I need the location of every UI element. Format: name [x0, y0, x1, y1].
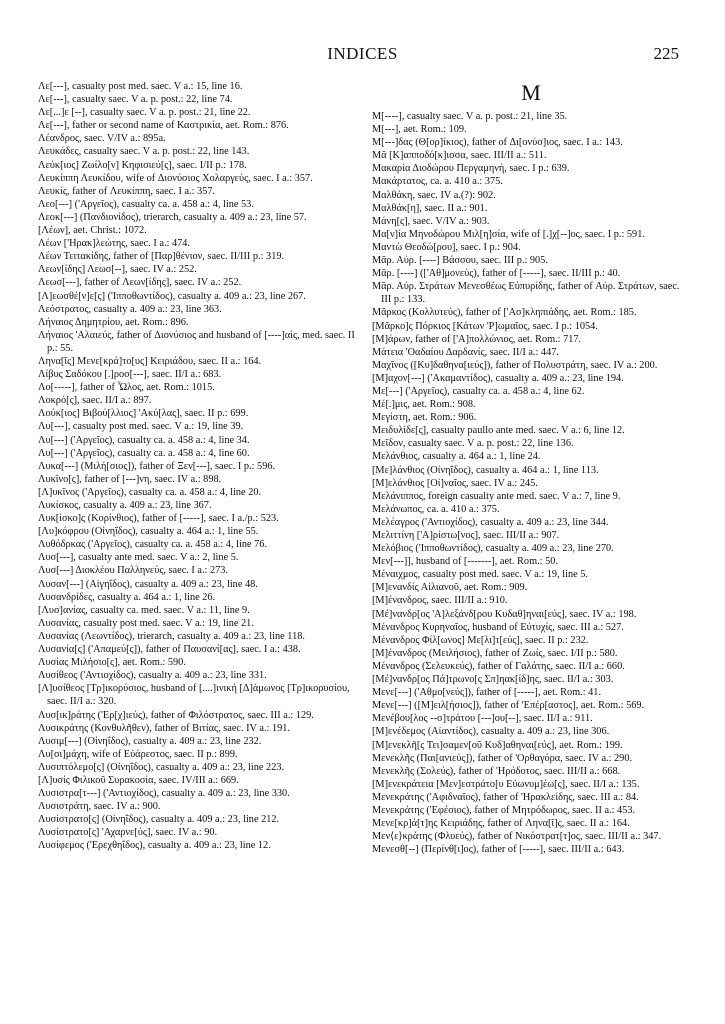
index-entry: Λήναιος 'Αλαιεύς, father of Διονύσιος and husband of [----]αίς, med. saec. II p.: 55. [38, 329, 355, 354]
index-entry: Λεων[ίδης] Λεωσ[--], saec. IV a.: 252. [38, 264, 197, 276]
index-entry: Λε[---], casualty saec. V a. p. post.: 22, line 74. [38, 94, 233, 106]
index-entry: [Λ]υκῖνος ('Αργεῖος), casualty ca. a. 458 a.: 4, line 20. [38, 486, 262, 498]
index-entry: [Μ]ένανδρος (Μειλήσιος), father of Ζωίς, saec. I/II p.: 580. [372, 647, 618, 659]
index-entry: Λε[...]ε [--], casualty saec. V a. p. post.: 21, line 22. [38, 107, 251, 119]
index-entry: [Μ]άρων, father of ['Α]πολλώνιος, aet. Rom.: 717. [372, 333, 582, 345]
index-entry: Μ[----], casualty saec. V a. p. post.: 21, line 35. [372, 111, 568, 122]
index-entry: Με[---] ('Αργεῖος), casualty ca. a. 458 a.: 4, line 62. [372, 385, 585, 397]
index-entry: Μένανδρος (Σελευκεύς), father of Γαλάτης, saec. II/I a.: 660. [372, 660, 625, 672]
index-entry: [Μ]αχον[---] ('Ακαμαντίδος), casualty a. 409 a.: 23, line 194. [372, 372, 624, 384]
index-entry: Μενεκράτης ('Εφέσιος), father of Μητρόδωρος, saec. II a.: 453. [372, 804, 636, 816]
index-entry: Μακάρτατος, ca. a. 410 a.: 375. [372, 176, 503, 188]
index-entry: Μᾶρ. Αὐρ. [----] Βάσσου, saec. III p.: 905. [372, 255, 548, 267]
index-entry: Μέ[.]μις, aet. Rom.: 908. [372, 399, 476, 411]
index-entry: Λυσ[---], casualty ante med. saec. V a.: 2, line 5. [38, 552, 239, 564]
index-entry: Μειδυλίδε[ς], casualty paullo ante med. saec. V a.: 6, line 12. [372, 425, 625, 437]
index-entry: [Λ]υσίθεος [Τρ]ικορύσιος, husband of [....]ινική [Δ]άμωνος [Τρ]ικορυσίου, saec. II/I a.: 320. [38, 683, 350, 708]
index-entry: [Μ]ενέδεμος (Αἰαντίδος), casualty a. 409 a.: 23, line 306. [372, 726, 610, 738]
index-entry: Μέναιχμος, casualty post med. saec. V a.: 19, line 5. [372, 569, 588, 581]
index-entry: [Μ]ενεκλῆ[ς Τει]σαμεν[οῦ Κυδ]αθηναι[εύς], aet. Rom.: 199. [372, 739, 623, 751]
page-number: 225 [653, 44, 679, 63]
section-letter: M [521, 80, 541, 105]
index-entry: Μαντὼ Θεοδώ[ρου], saec. I p.: 904. [372, 241, 521, 253]
index-entry: [Λυ]κόφρου (Οἰνηΐδος), casualty a. 464 a.: 1, line 55. [38, 526, 259, 538]
index-entry: Μάτεια 'Οαδαίου Δαρδανίς, saec. II/I a.: 447. [372, 346, 559, 358]
index-entry: Μᾶρ. [----] (['Αθ]μονεύς), father of [-----], saec. II/III p.: 40. [372, 268, 621, 280]
index-entry: Μεν[---]], husband of [-------], aet. Rom.: 50. [372, 556, 558, 568]
index-entry: Λε[---], father or second name of Καστρικία, aet. Rom.: 876. [38, 120, 289, 132]
left-column [38, 80, 356, 853]
index-entry: Μάνη[ς], saec. V/IV a.: 903. [372, 215, 490, 227]
index-entry: Μεγίστη, aet. Rom.: 906. [372, 412, 477, 424]
index-entry: [Λ]υσίς Φιλικοῦ Συρακοσία, saec. IV/III a.: 669. [38, 774, 239, 786]
index-entry: Μ[---], aet. Rom.: 109. [372, 124, 467, 136]
index-entry: Λυσίας Μιλήσιο[ς], aet. Rom.: 590. [38, 657, 186, 669]
index-entry: Μενε[---] ('Αθμο[νεύς]), father of [-----], aet. Rom.: 41. [372, 687, 602, 699]
index-entry: Μελάνθιος, casualty a. 464 a.: 1, line 24. [372, 451, 541, 463]
index-entry: Λυσιστράτη, saec. IV a.: 900. [38, 801, 161, 813]
running-title: INDICES [327, 44, 398, 63]
index-entry: Λυσίφεμος ('Ερεχθηΐδος), casualty a. 409 a.: 23, line 12. [38, 840, 271, 852]
index-entry: [Μ]ένανδρος, saec. III/II a.: 910. [372, 595, 508, 607]
index-entry: Λο[-----], father of Ὦλος, aet. Rom.: 1015. [38, 382, 215, 394]
index-entry: Μενεκράτης ('Αφιδναῖος), father of 'Ηρακλείδης, saec. III a.: 84. [372, 791, 639, 803]
index-entry: Μ[---]δας (Θ[ορ]ίκιος), father of Δι[ονύσ]ιος, saec. I a.: 143. [372, 137, 623, 149]
index-entry: Λεύκ[ιος] Ζωίλο[ν] Κηφισιεύ[ς], saec. I/II p.: 178. [38, 159, 247, 171]
index-entry: Λυσ[ικ]ράτης ('Ερ[χ]ιεύς), father of Φιλόστρατος, saec. III a.: 129. [38, 709, 314, 721]
index-entry: Λευκίς, father of Λευκίππη, saec. I a.: 357. [38, 185, 216, 197]
index-entry: Λυ[---] ('Αργεῖος), casualty ca. a. 458 a.: 4, line 60. [38, 447, 250, 459]
index-entry: Λυσιπτόλεμο[ς] (Οἰνηΐδος), casualty a. 409 a.: 23, line 223. [38, 761, 285, 773]
index-entry: [Μ]ελάνθιος [Οἰ]ναῖος, saec. IV a.: 245. [372, 477, 538, 489]
index-entry: Λυσίθεος ('Αντιοχίδος), casualty a. 409 a.: 23, line 331. [38, 670, 267, 682]
index-entry: Μᾶρ. Αὐρ. Στράτων Μενεσθέως Εὐπυρίδης, father of Αὐρ. Στράτων, saec. III p.: 133. [372, 281, 680, 306]
index-entry: [Μέ]νανδρ[ος Πά]τρωνο[ς Σπ]ηακ[ίδ]ης, saec. II/I a.: 303. [372, 674, 614, 686]
page-header [38, 44, 687, 66]
index-entry: Λεωσ[---], father of Λεων[ίδης], saec. IV a.: 252. [38, 277, 242, 289]
index-entry: Λεοκ[---] (Πανδιονίδος), trierarch, casualty a. 409 a.: 23, line 57. [38, 211, 307, 223]
index-entry: Λέων ['Ηρακ]λεώτης, saec. I a.: 474. [38, 238, 190, 250]
index-entry: Μενεσθ[--] (Περίνθ[ι]ος), father of [-----], saec. III/II a.: 643. [372, 844, 625, 856]
index-entry: Μελάνιππος, foreign casualty ante med. saec. V a.: 7, line 9. [372, 490, 621, 502]
index-entry: Λυσίστρατο[ς] 'Αχαρνε[ύς], saec. IV a.: 90. [38, 827, 218, 839]
index-entry: Λυσανδρίδες, casualty a. 464 a.: 1, line 26. [38, 591, 216, 603]
index-entry: [Λέων], aet. Christ.: 1072. [38, 225, 147, 237]
index-entry: Λυ[---], casualty post med. saec. V a.: 19, line 39. [38, 421, 244, 433]
index-entry: Μακαρία Διοδώρου Περγαμηνή, saec. I p.: 639. [372, 163, 570, 175]
index-entry: Μᾶ [Κ]απποδό[κ]ισσα, saec. III/II a.: 511. [372, 150, 547, 162]
index-entry: Μένανδρος Κυρηναῖος, husband of Εὐτυχίς, saec. III a.: 527. [372, 621, 624, 633]
index-entry: Λυσ[---] Διοκλέου Παλληνεύς, saec. I a.: 273. [38, 565, 229, 577]
index-entry: Λήναιος Δημητρίου, aet. Rom.: 896. [38, 316, 189, 328]
index-entry: Μενε[κρ]ά[τ]ης Κειριάδης, father of Ληνα[ῖ]ς, saec. II a.: 164. [372, 818, 630, 830]
index-entry: Μενέβου[λος --σ]τράτου [---]ου[--], saec. II/I a.: 911. [372, 713, 593, 725]
index-entry: [Μ]ενανδίς Αἰλιανοῦ, aet. Rom.: 909. [372, 582, 528, 594]
index-entry: Λίβυς Σαδόκου [.]ροσ[---], saec. II/I a.: 683. [38, 369, 222, 381]
index-entry: [Μ]ενεκράτεια [Μεν]εστράτο[υ Εὐωνυμ]έω[ς], saec. II/I a.: 135. [372, 778, 640, 790]
index-entry: Λοκρό[ς], saec. II/I a.: 897. [38, 395, 152, 407]
index-entry: Λυσιμ[---] (Οἰνηΐδος), casualty a. 409 a.: 23, line 232. [38, 735, 262, 747]
index-entry: Μεν⟨ε⟩κράτης (Φλυεύς), father of Νικόστρατ[τ]ος, saec. III/II a.: 347. [372, 831, 662, 843]
index-entry: [Λ]εωσθέ[ν]ε[ς] ('Ιπποθωντίδος), casualty a. 409 a.: 23, line 267. [38, 290, 306, 302]
index-entry: Λυσιστρα[τ---] ('Αντιοχίδος), casualty a. 409 a.: 23, line 330. [38, 788, 290, 800]
index-entry: Μαλθάκη, saec. IV a.(?): 902. [372, 189, 496, 201]
index-entry: Λούκ[ιος] Βιβού[λλιος] 'Ακύ[λας], saec. II p.: 699. [38, 408, 249, 420]
index-entry: Λέανδρος, saec. V/IV a.: 895a. [38, 133, 166, 145]
index-entry: Λεόστρατος, casualty a. 409 a.: 23, line 363. [38, 303, 222, 315]
index-entry: Λυσανία[ς] ('Απαμεύ[ς]), father of Παυσανί[ας], saec. I a.: 438. [38, 644, 301, 656]
index-entry: Μένανδρος Φίλ[ωνος] Με[λι]τ[εύς], saec. II p.: 232. [372, 634, 589, 646]
index-entry: Λυκῖνο[ς], father of [---]νη, saec. IV a.: 898. [38, 473, 222, 485]
right-column [372, 80, 690, 856]
index-entry: Λυθόδρκας ('Αργεῖος), casualty ca. a. 458 a.: 4, line 76. [38, 539, 268, 551]
index-entry: [Με]λάνθιος (Οἰνηΐδος), casualty a. 464 a.: 1, line 113. [372, 464, 599, 476]
index-entry: Λέων Τειτακίδης, father of [Παρ]θένιον, saec. II/III p.: 319. [38, 251, 285, 263]
index-entry: Μαλθάκ[η], saec. II a.: 901. [372, 202, 488, 214]
index-entry: Μελιττίνη ['Α]ρίστω[νος], saec. III/II a.: 907. [372, 530, 560, 541]
index-entry: [Μέ]νανδρ[ος 'Α]λεξάνδ[ρου Κυδαθ]ηναι[εύς], saec. IV a.: 198. [372, 608, 637, 620]
index-entry: [Λυσ]ανίας, casualty ca. med. saec. V a.: 11, line 9. [38, 604, 250, 616]
index-entry: Λυ[---] ('Αργεῖος), casualty ca. a. 458 a.: 4, line 34. [38, 434, 250, 446]
index-entry: Λεο[---] ('Αργεῖος), casualty ca. a. 458 a.: 4, line 53. [38, 198, 254, 210]
index-entry: Λυσανίας (Λεωντίδος), trierarch, casualty a. 409 a.: 23, line 118. [38, 630, 305, 642]
index-entry: Λυκ[ίσκο]ς (Κορίνθιος), father of [-----], saec. I a./p.: 523. [38, 513, 279, 525]
index-entry: [Μᾶρκο]ς Πόρκιος [Κάτων 'Ρ]ωμαῖος, saec. I p.: 1054. [372, 320, 598, 332]
index-entry: Λε[---], casualty post med. saec. V a.: 15, line 16. [38, 81, 243, 92]
index-entry: Λυκίσκος, casualty a. 409 a.: 23, line 367. [38, 500, 212, 511]
index-entry: Μενεκλῆς (Σολεύς), father of 'Ηρόδοτος, saec. III/II a.: 668. [372, 765, 621, 777]
index-entry: Μελόβιος ('Ιπποθωντίδος), casualty a. 409 a.: 23, line 270. [372, 543, 614, 555]
index-entry: Λυκα[---] (Μιλή[σιος]), father of Ξεν[---], saec. I p.: 596. [38, 460, 276, 472]
right-column-entries [372, 110, 690, 856]
index-entry: Μελέαγρος ('Αντιοχίδος), casualty a. 409 a.: 23, line 344. [372, 516, 609, 528]
index-entry: Μαχῖνος ([Κυ]δαθηνα[ιεύς]), father of Πολυστράτη, saec. IV a.: 200. [372, 359, 658, 371]
index-entry: Λυσικράτης (Κονθυλῆθεν), father of Βιτίας, saec. IV a.: 191. [38, 722, 290, 734]
index-entry: Μᾶρκος (Κολλυτεύς), father of ['Ασ]κληπιάδης, aet. Rom.: 185. [372, 307, 637, 319]
index-entry: Λυσίστρατο[ς] (Οἰνηΐδος), casualty a. 409 a.: 23, line 212. [38, 814, 280, 826]
index-entry: Μα[ν]ία Μηνοδώρου Μιλ[η]σία, wife of [.]χ[--]ος, saec. I p.: 591. [372, 228, 645, 240]
index-entry: Μεῖδον, casualty saec. V a. p. post.: 22, line 136. [372, 438, 574, 450]
index-entry: Λυσαν[---] (Αἰγηΐδος), casualty a. 409 a.: 23, line 48. [38, 578, 258, 590]
index-entry: Λυσανίας, casualty post med. saec. V a.: 19, line 21. [38, 617, 254, 629]
index-entry: Μενεκλῆς (Παι[ανιεύς]), father of 'Ορθαγόρα, saec. IV a.: 290. [372, 752, 633, 764]
index-entry: Μενε[---] ([Μ]ειλ[ήσιος]), father of 'Επέρ[αστος], aet. Rom.: 569. [372, 700, 645, 712]
index-entry: Λευκίππη Λευκίδου, wife of Διονύσιος Χολαργεύς, saec. I a.: 357. [38, 172, 313, 184]
index-entry: Μελάνωπος, ca. a. 410 a.: 375. [372, 503, 500, 515]
index-entry: Ληνα[ῖς] Μενε[κρά]το[υς] Κειριάδου, saec. II a.: 164. [38, 355, 262, 367]
index-entry: Λυ[σι]μάχη, wife of Εὐάρεστος, saec. II p.: 899. [38, 748, 238, 760]
index-entry: Λευκάδες, casualty saec. V a. p. post.: 22, line 143. [38, 146, 250, 158]
